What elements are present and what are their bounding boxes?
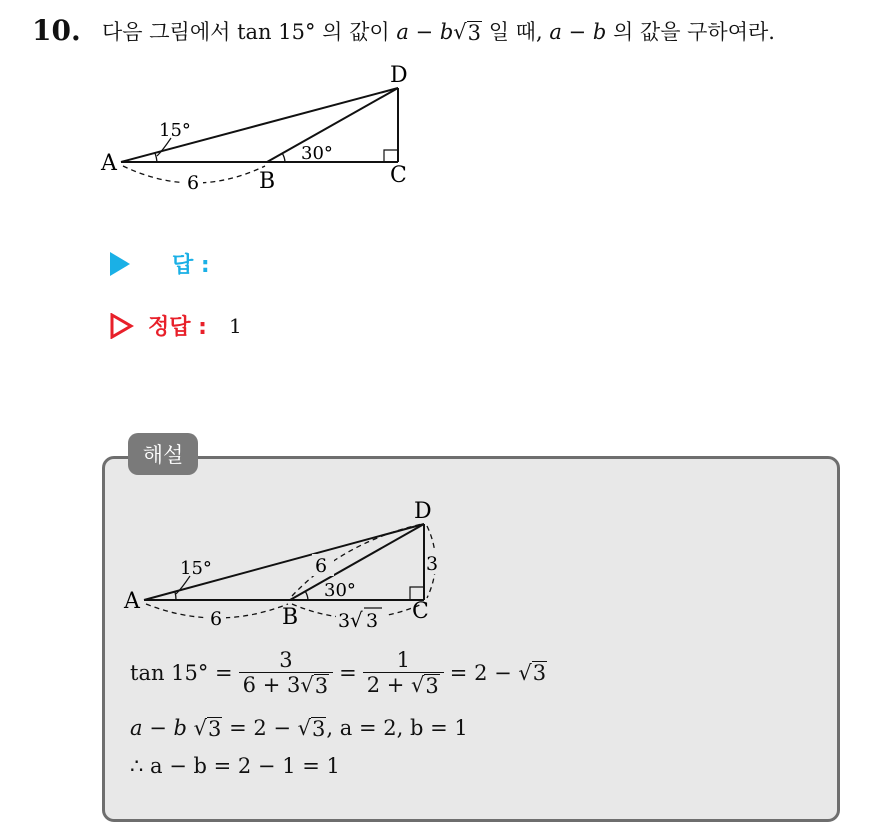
segment-bd — [290, 524, 424, 600]
solution-tab: 해설 — [128, 433, 198, 475]
correct-answer-value: 1 — [228, 313, 242, 338]
label-a: A — [124, 589, 140, 614]
label-b: B — [259, 169, 276, 194]
angle-arc-b — [282, 153, 285, 162]
angle-label-a: 15° — [159, 120, 191, 141]
label-c: C — [412, 599, 429, 624]
label-b: B — [282, 605, 299, 630]
angle-arc-a — [155, 153, 157, 162]
angle-label-b: 30° — [324, 580, 356, 601]
svg-text:√: √ — [350, 608, 363, 632]
label-d: D — [414, 499, 432, 524]
question-text: 다음 그림에서 tan 15° 의 값이 a − b √ 3 일 때, a − b 의 값을 구하여라. — [102, 20, 775, 45]
play-arrow-icon — [110, 252, 130, 276]
answer-label: 답 : — [172, 253, 210, 278]
length-label-dc: 3 — [426, 553, 439, 575]
label-a: A — [101, 151, 117, 176]
angle-label-a: 15° — [180, 558, 212, 579]
angle-arc-a — [175, 592, 176, 600]
fraction-2: 1 2 + √ 3 — [363, 648, 444, 697]
right-angle-mark — [384, 150, 398, 162]
correct-answer-row — [110, 310, 242, 341]
length-label-bc — [338, 608, 382, 632]
length-label-ab: 6 — [210, 608, 223, 630]
question-number: 10. — [32, 14, 81, 47]
length-label-bd: 6 — [315, 555, 328, 577]
label-d: D — [390, 63, 408, 88]
svg-text:3: 3 — [338, 610, 351, 632]
label-c: C — [390, 163, 407, 188]
solution-line-3: ∴ a − b = 2 − 1 = 1 — [130, 754, 340, 778]
solution-line-1: tan 15° = 3 6 + 3 √ 3 = 1 2 + √ 3 = 2 − √ 3 — [130, 648, 547, 698]
outline-arrow-icon — [110, 313, 134, 339]
question-figure — [95, 58, 425, 198]
svg-text:3: 3 — [366, 610, 379, 632]
solution-line-2: a − b √ 3 = 2 − √ 3 , a = 2, b = 1 — [130, 716, 468, 741]
angle-arc-b — [305, 591, 308, 600]
answer-row — [110, 248, 210, 279]
fraction-1: 3 6 + 3 √ 3 — [239, 648, 333, 697]
dimension-arc-bd — [292, 524, 422, 596]
length-label-ab: 6 — [187, 172, 200, 194]
angle-label-b: 30° — [301, 143, 333, 164]
correct-answer-label: 정답 : — [148, 315, 207, 340]
solution-figure — [118, 494, 458, 640]
